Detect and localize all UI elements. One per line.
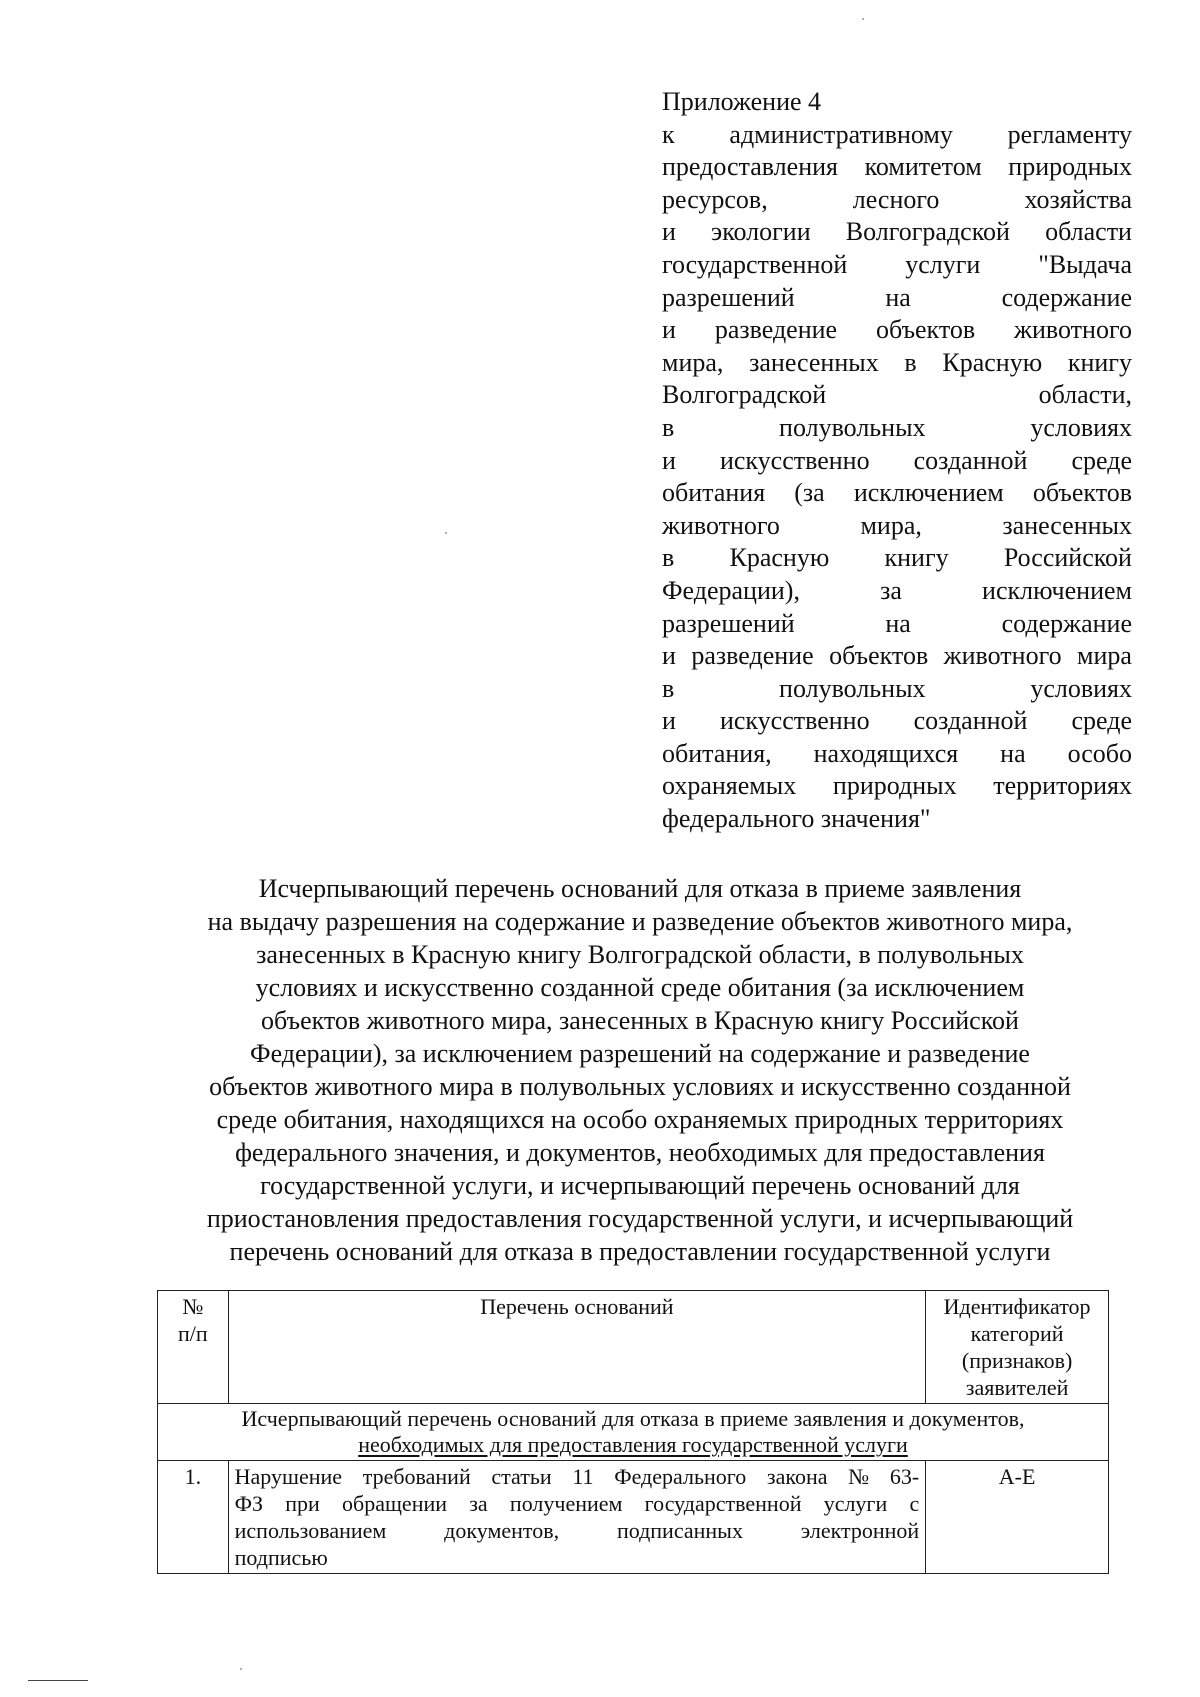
appendix-word: "Выдача (1038, 249, 1132, 279)
appendix-word: книгу (884, 543, 949, 573)
header-id-line4: заявителей (965, 1375, 1069, 1400)
appendix-header (662, 86, 1132, 836)
title-line: среде обитания, находящихся на особо охраняемых природных территориях (216, 1105, 1064, 1134)
appendix-line (662, 184, 1132, 217)
row-text-line (235, 1463, 920, 1490)
appendix-word: за (880, 575, 902, 605)
header-id-line3: (признаков) (961, 1348, 1073, 1373)
appendix-title: Приложение 4 (662, 87, 822, 116)
title-line: занесенных в Красную книгу Волгоградской области, в полувольных (256, 940, 1024, 969)
appendix-word: в (662, 412, 675, 442)
appendix-word: обитания (662, 478, 766, 508)
document-title (150, 872, 1130, 1268)
appendix-word: искусственно (719, 445, 870, 475)
appendix-line (662, 542, 1132, 575)
row-word: 63- (889, 1464, 920, 1489)
appendix-word: экологии (711, 217, 811, 247)
appendix-word: на (885, 608, 911, 638)
appendix-word: и (662, 217, 676, 247)
appendix-word: мира (1077, 641, 1132, 671)
appendix-line (662, 608, 1132, 641)
grounds-table (157, 1290, 1109, 1574)
appendix-line (662, 575, 1132, 608)
appendix-word: среде (1071, 445, 1132, 475)
appendix-word: Волгоградской (662, 380, 827, 410)
row-word: при (285, 1491, 320, 1516)
appendix-word: территориях (993, 771, 1132, 801)
title-line: на выдачу разрешения на содержание и разведение объектов животного мира, (207, 907, 1073, 936)
title-line: Исчерпывающий перечень оснований для отказа в приеме заявления (258, 874, 1022, 903)
row-text-line (235, 1517, 920, 1544)
appendix-word: природных (832, 771, 957, 801)
appendix-word: разрешений (662, 608, 795, 638)
appendix-word: мира, (662, 347, 724, 377)
section-line2: необходимых для предоставления государственной услуги (358, 1432, 908, 1457)
appendix-word: животного (1014, 315, 1132, 345)
row-word: документов, (444, 1518, 560, 1543)
appendix-word: в (662, 673, 675, 703)
appendix-word: животного (662, 510, 780, 540)
appendix-word: Красную (942, 347, 1043, 377)
row-word: за (469, 1491, 488, 1516)
scan-speck (862, 18, 864, 20)
appendix-word: обитания, (662, 738, 772, 768)
title-line: Федерации), за исключением разрешений на содержание и разведение (250, 1039, 1030, 1068)
row-word: услуги (823, 1491, 888, 1516)
row-identifier: А-Е (926, 1461, 1109, 1574)
appendix-line (662, 282, 1132, 315)
appendix-line (662, 249, 1132, 282)
appendix-word: в (904, 347, 917, 377)
appendix-word: лесного (852, 184, 940, 214)
appendix-word: ресурсов, (662, 184, 768, 214)
row-word: с (909, 1491, 920, 1516)
row-text-last-line: подписью (234, 1545, 328, 1570)
title-line: объектов животного мира в полувольных условиях и искусственно созданной (209, 1072, 1071, 1101)
appendix-line (662, 379, 1132, 412)
appendix-line (662, 640, 1132, 673)
appendix-word: находящихся (813, 738, 959, 768)
appendix-word: книгу (1067, 347, 1132, 377)
appendix-line (662, 673, 1132, 706)
appendix-word: полувольных (779, 673, 926, 703)
row-word: закона (766, 1464, 828, 1489)
appendix-word: Волгоградской (845, 217, 1010, 247)
title-line: объектов животного мира, занесенных в Красную книгу Российской (261, 1006, 1019, 1035)
appendix-word: объектов (829, 641, 929, 671)
appendix-word: Федерации), (662, 575, 800, 605)
appendix-word: созданной (913, 445, 1028, 475)
row-word: электронной (800, 1518, 920, 1543)
row-word: статьи (491, 1464, 552, 1489)
appendix-word: исключением (982, 575, 1132, 605)
row-word: государственной (644, 1491, 802, 1516)
appendix-word: полувольных (779, 412, 926, 442)
appendix-line (662, 477, 1132, 510)
row-text (228, 1461, 926, 1574)
appendix-word: регламенту (1007, 119, 1132, 149)
appendix-word: государственной (662, 249, 848, 279)
appendix-word: области (1045, 217, 1132, 247)
table-section-row (158, 1404, 1109, 1461)
appendix-word: хозяйства (1024, 184, 1132, 214)
appendix-word: и (662, 706, 676, 736)
appendix-line (662, 445, 1132, 478)
appendix-word: особо (1067, 738, 1132, 768)
appendix-word: на (885, 282, 911, 312)
appendix-body (662, 119, 1132, 803)
title-line: условиях и искусственно созданной среде обитания (за исключением (255, 973, 1025, 1002)
scan-speck (240, 1668, 242, 1670)
header-list: Перечень оснований (228, 1291, 926, 1404)
appendix-word: природных (1008, 152, 1132, 182)
appendix-line (662, 119, 1132, 152)
row-word: № (848, 1464, 870, 1489)
appendix-word: к (662, 119, 675, 149)
title-line: государственной услуги, и исчерпывающий перечень оснований для (260, 1171, 1020, 1200)
appendix-word: исключением (853, 478, 1004, 508)
appendix-word: среде (1071, 706, 1132, 736)
header-id-line2: категорий (970, 1321, 1064, 1346)
appendix-word: содержание (1001, 608, 1132, 638)
appendix-line (662, 510, 1132, 543)
appendix-word: разведение (714, 315, 838, 345)
appendix-word: занесенных (1002, 510, 1132, 540)
header-id-line1: Идентификатор (943, 1294, 1091, 1319)
table-row (158, 1461, 1109, 1574)
appendix-word: комитетом (864, 152, 982, 182)
appendix-word: и (662, 315, 676, 345)
table-header-row (158, 1291, 1109, 1404)
appendix-line (662, 738, 1132, 771)
row-word: требований (362, 1464, 471, 1489)
appendix-word: разведение (691, 641, 814, 671)
appendix-word: условиях (1030, 412, 1132, 442)
appendix-word: и (662, 445, 676, 475)
appendix-word: занесенных (749, 347, 879, 377)
scan-speck (445, 532, 447, 534)
appendix-last-line: федерального значения" (662, 804, 931, 834)
row-word: получением (509, 1491, 623, 1516)
appendix-word: условиях (1030, 673, 1132, 703)
section-line1: Исчерпывающий перечень оснований для отказа в приеме заявления и документов, (241, 1406, 1025, 1431)
title-line: федерального значения, и документов, необходимых для предоставления (235, 1138, 1045, 1167)
appendix-word: услуги (905, 249, 981, 279)
row-word: 11 (572, 1464, 594, 1489)
appendix-word: разрешений (662, 282, 795, 312)
appendix-line (662, 216, 1132, 249)
appendix-line (662, 705, 1132, 738)
appendix-line (662, 151, 1132, 184)
appendix-line (662, 412, 1132, 445)
header-number (158, 1291, 229, 1404)
appendix-line (662, 314, 1132, 347)
appendix-word: на (1000, 738, 1026, 768)
appendix-line (662, 347, 1132, 380)
appendix-word: объектов (875, 315, 976, 345)
header-number-line1: № (182, 1294, 204, 1319)
appendix-word: созданной (913, 706, 1028, 736)
appendix-line (662, 770, 1132, 803)
appendix-word: содержание (1001, 282, 1132, 312)
appendix-word: животного (943, 641, 1062, 671)
appendix-word: мира, (860, 510, 922, 540)
appendix-word: искусственно (719, 706, 870, 736)
appendix-word: (за (794, 478, 825, 508)
appendix-word: области, (1038, 380, 1132, 410)
header-identifier (926, 1291, 1109, 1404)
row-word: ФЗ (234, 1491, 264, 1516)
footnote-separator (28, 1680, 88, 1681)
appendix-word: объектов (1032, 478, 1132, 508)
appendix-word: охраняемых (662, 771, 797, 801)
appendix-word: Красную (729, 543, 830, 573)
row-word: Федерального (614, 1464, 747, 1489)
appendix-word: в (662, 543, 675, 573)
title-line: перечень оснований для отказа в предоставлении государственной услуги (229, 1237, 1051, 1266)
header-number-line2: п/п (177, 1321, 208, 1346)
appendix-word: предоставления (662, 152, 838, 182)
row-word: использованием (234, 1518, 387, 1543)
section-heading (158, 1404, 1109, 1461)
title-line: приостановления предоставления государственной услуги, и исчерпывающий (206, 1204, 1074, 1233)
row-text-line (235, 1490, 920, 1517)
appendix-word: Российской (1003, 543, 1132, 573)
appendix-word: и (662, 641, 676, 671)
row-word: подписанных (616, 1518, 743, 1543)
row-word: Нарушение (234, 1464, 343, 1489)
appendix-word: административному (729, 119, 953, 149)
row-word: обращении (342, 1491, 448, 1516)
row-number: 1. (158, 1461, 229, 1574)
